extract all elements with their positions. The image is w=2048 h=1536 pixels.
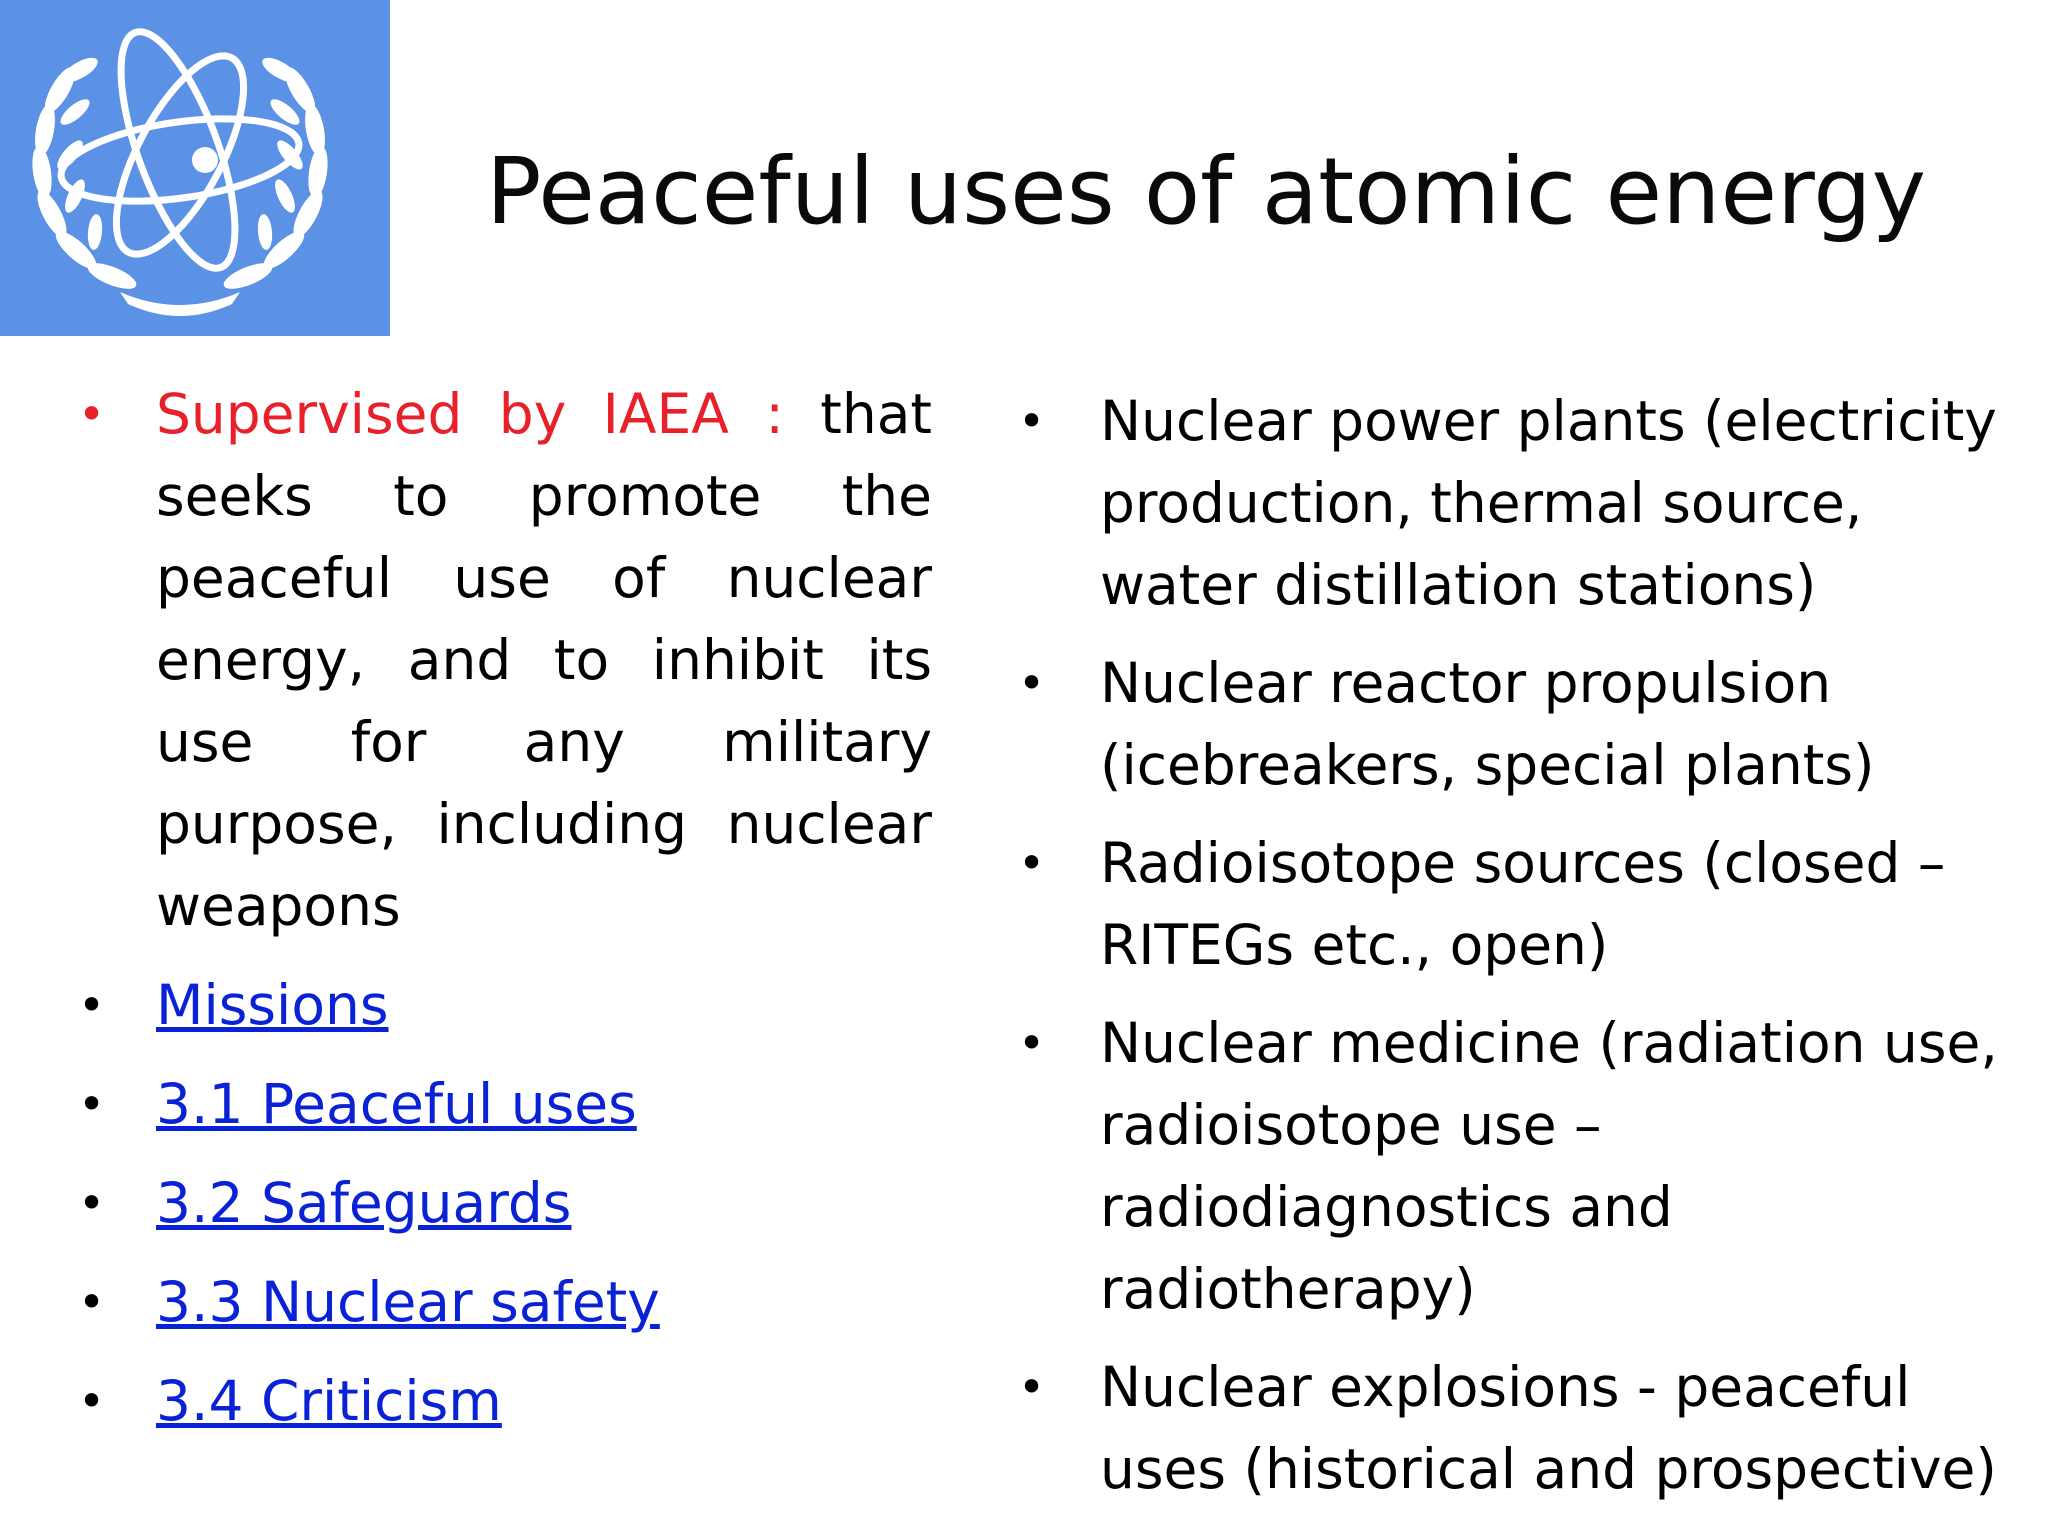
bullet-dot: •	[1018, 1016, 1046, 1070]
list-item-text: Nuclear reactor propulsion (icebreakers, special plants)	[1100, 651, 1875, 797]
bullet-dot: •	[78, 1275, 106, 1329]
list-item-nuclear-safety	[70, 1261, 932, 1343]
list-item-safeguards	[70, 1162, 932, 1244]
list-item-reactor-propulsion	[1010, 642, 2030, 806]
list-item-nuclear-explosions	[1010, 1346, 2030, 1510]
bullet-dot: •	[1018, 836, 1046, 890]
bullet-dot: •	[1018, 1360, 1046, 1414]
list-item-radioisotope-sources	[1010, 822, 2030, 986]
safeguards-link[interactable]: 3.2 Safeguards	[156, 1171, 572, 1235]
page-title: Peaceful uses of atomic energy	[486, 138, 1927, 245]
left-column	[70, 373, 932, 1459]
list-item-peaceful-uses	[70, 1063, 932, 1145]
peaceful-uses-link[interactable]: 3.1 Peaceful uses	[156, 1072, 637, 1136]
bullet-dot: •	[78, 1077, 106, 1131]
list-item-nuclear-medicine	[1010, 1002, 2030, 1330]
iaea-highlight: Supervised by IAEA :	[156, 382, 784, 446]
bullet-dot: •	[78, 1176, 106, 1230]
right-bullet-list	[1010, 380, 2030, 1510]
list-item-text: Nuclear explosions - peaceful uses (historical and prospective)	[1100, 1355, 1997, 1501]
left-bullet-list	[70, 373, 932, 1442]
bullet-dot: •	[78, 1374, 106, 1428]
missions-link[interactable]: Missions	[156, 973, 389, 1037]
iaea-text: that seeks to promote the peaceful use of nuclear energy, and to inhibit its use for any military purpose, including nuclear weapons	[156, 382, 932, 938]
iaea-emblem-icon	[0, 0, 390, 336]
list-item-criticism	[70, 1360, 932, 1442]
list-item-power-plants	[1010, 380, 2030, 626]
list-item-iaea-supervision	[70, 373, 932, 947]
list-item-text: Nuclear medicine (radiation use, radioisotope use – radiodiagnostics and radiotherapy)	[1100, 1011, 1998, 1321]
bullet-dot: •	[78, 978, 106, 1032]
right-column	[1010, 380, 2030, 1526]
criticism-link[interactable]: 3.4 Criticism	[156, 1369, 502, 1433]
bullet-dot: •	[1018, 656, 1046, 710]
list-item-text: Radioisotope sources (closed – RITEGs etc., open)	[1100, 831, 1946, 977]
nuclear-safety-link[interactable]: 3.3 Nuclear safety	[156, 1270, 660, 1334]
list-item-text: Nuclear power plants (electricity production, thermal source, water distillation stations)	[1100, 389, 1997, 617]
bullet-dot: •	[1018, 394, 1046, 448]
iaea-description	[156, 373, 932, 947]
list-item-missions	[70, 964, 932, 1046]
bullet-dot: •	[78, 387, 106, 441]
iaea-logo	[0, 0, 390, 336]
